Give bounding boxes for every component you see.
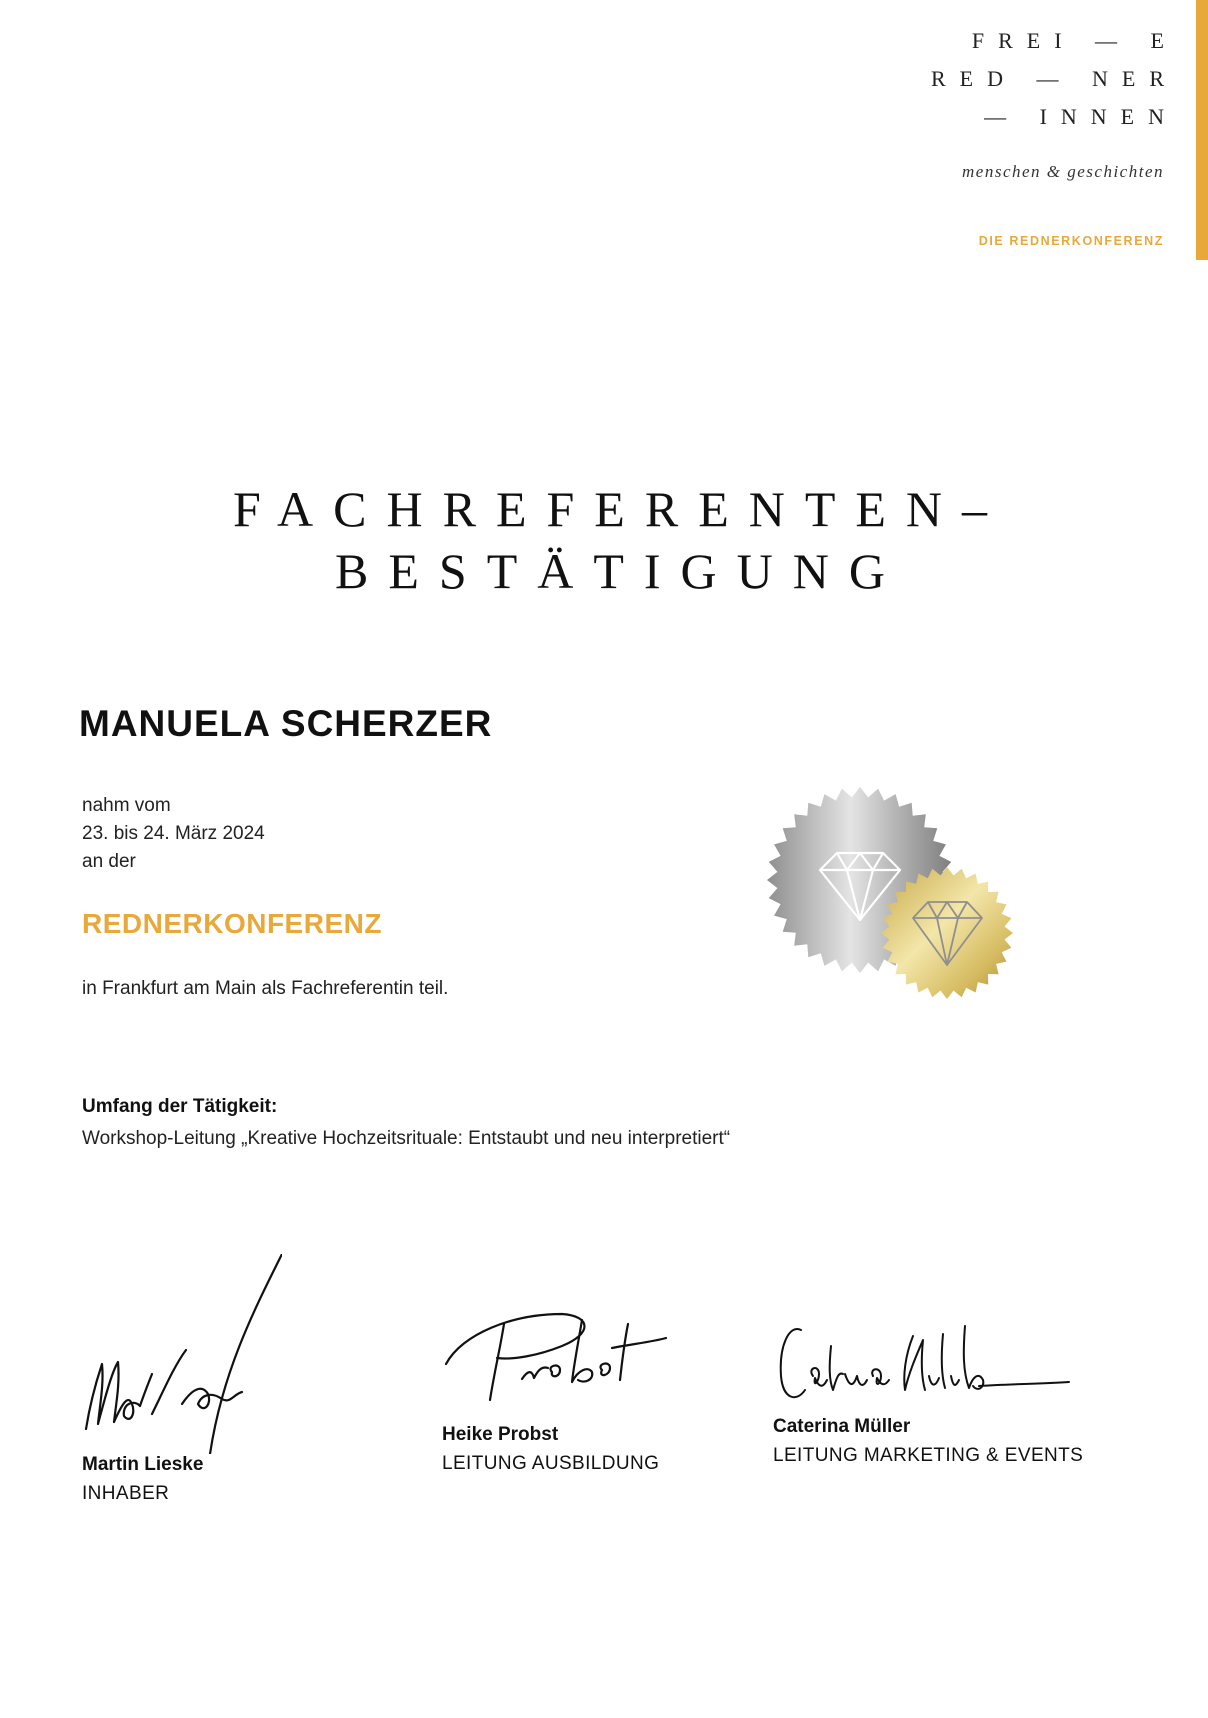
signature <box>442 1304 672 1424</box>
event-place: in Frankfurt am Main als Fachreferentin teil. <box>82 978 449 999</box>
logo-tagline: menschen & geschichten <box>962 162 1164 181</box>
logo-line-2: RED — NER <box>931 66 1178 91</box>
signature <box>773 1316 1073 1416</box>
signatory-role-1: INHABER <box>82 1483 170 1504</box>
event-name: REDNERKONFERENZ <box>82 908 382 939</box>
intro-line-1: nahm vom <box>82 795 171 816</box>
signature-block-2 <box>442 1320 672 1475</box>
logo <box>931 22 1178 248</box>
certificate-title <box>0 478 1208 602</box>
intro-date: 23. bis 24. März 2024 <box>82 823 265 844</box>
intro-line-3: an der <box>82 851 136 872</box>
recipient-name: MANUELA SCHERZER <box>79 703 493 744</box>
signatory-name-1: Martin Lieske <box>82 1454 204 1475</box>
signature-block-3 <box>773 1320 1083 1467</box>
logo-line-3: — INNEN <box>984 104 1178 129</box>
title-line-1: FACHREFERENTEN– <box>232 481 1008 537</box>
conference-label: DIE REDNERKONFERENZ <box>978 234 1164 248</box>
scope-text: Workshop-Leitung „Kreative Hochzeitsrituale: Entstaubt und neu interpretiert“ <box>82 1128 731 1149</box>
signatory-name-2: Heike Probst <box>442 1424 559 1445</box>
signatory-role-3: LEITUNG MARKETING & EVENTS <box>773 1445 1084 1466</box>
logo-line-1: FREI — E <box>971 28 1178 53</box>
scope-heading: Umfang der Tätigkeit: <box>82 1096 278 1117</box>
title-line-2: BESTÄTIGUNG <box>335 543 905 599</box>
accent-bar <box>1196 0 1208 260</box>
signature <box>82 1254 282 1454</box>
signature-block-1 <box>82 1320 282 1505</box>
signatory-name-3: Caterina Müller <box>773 1416 911 1437</box>
intro-text <box>82 792 265 876</box>
seals <box>765 785 1035 1000</box>
signatory-role-2: LEITUNG AUSBILDUNG <box>442 1453 660 1474</box>
